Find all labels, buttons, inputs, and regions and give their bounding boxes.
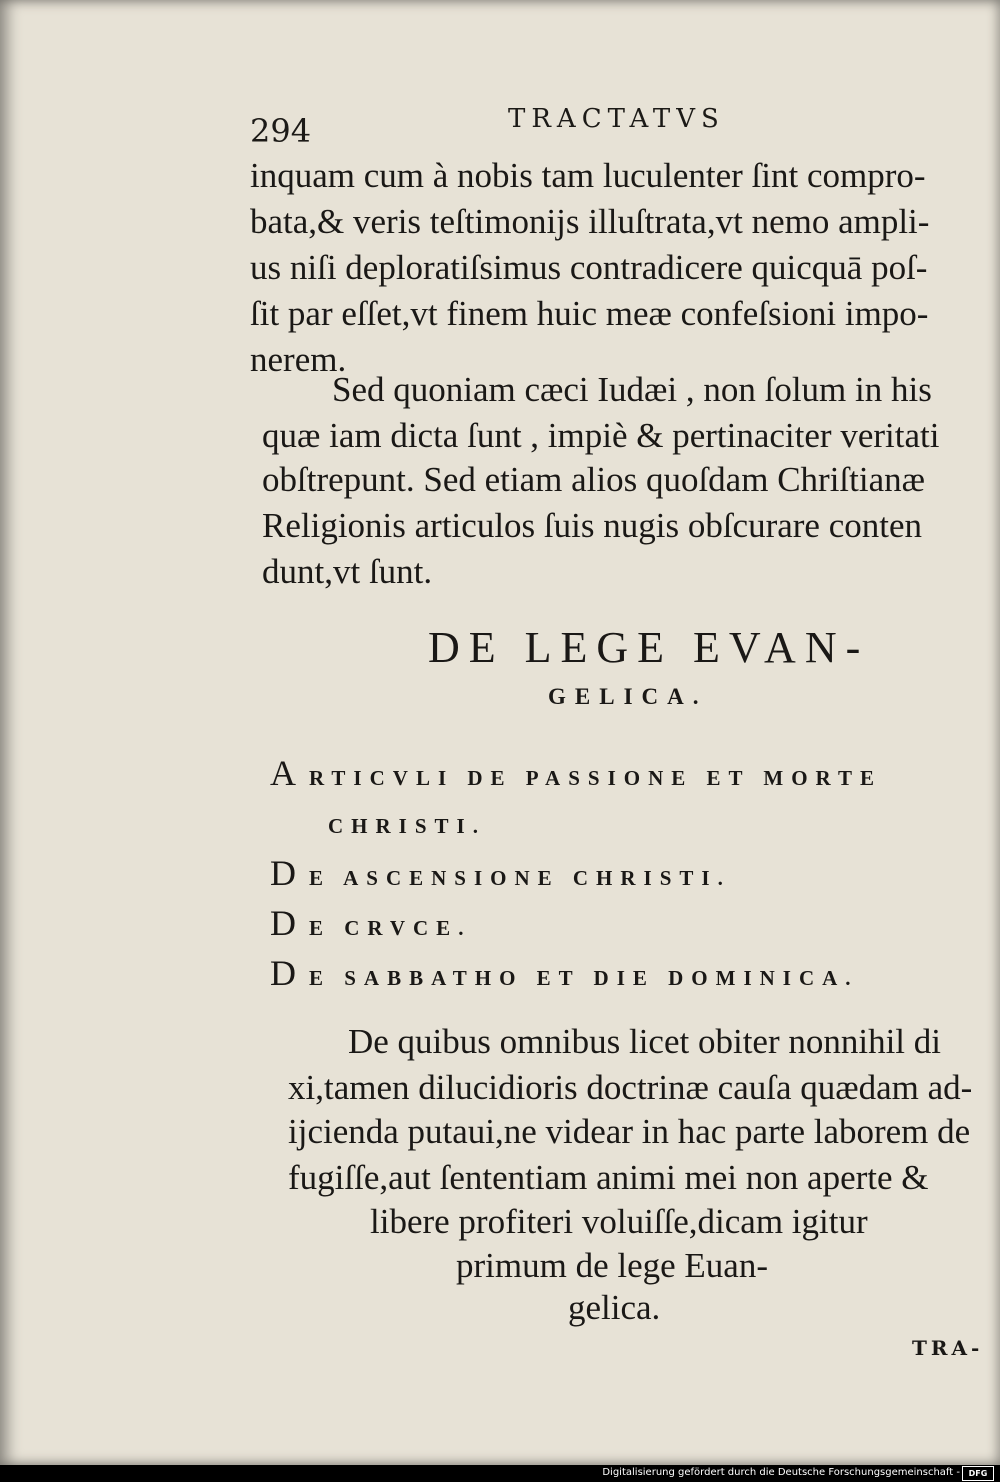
text-line: us niſi deploratiſsimus contradicere quicquā poſ- <box>250 248 928 287</box>
catchword: TRA- <box>912 1336 984 1360</box>
digitization-credit: Digitalisierung gefördert durch die Deutsche Forschungsgemeinschaft - <box>602 1467 960 1478</box>
text-line: Sed quoniam cæci Iudæi , non ſolum in his <box>332 370 932 409</box>
text-line: Religionis articulos ſuis nugis obſcurare conten <box>262 506 923 545</box>
text-line: nerem. <box>250 340 347 379</box>
section-heading: DE LEGE EVAN- <box>428 623 870 672</box>
dfg-logo: DFG <box>962 1466 994 1481</box>
article-line <box>270 752 882 794</box>
text-line: libere profiteri voluiſſe,dicam igitur <box>370 1202 868 1241</box>
initial-letter: A <box>270 753 299 793</box>
article-text: E ASCENSIONE CHRISTI. <box>309 866 731 890</box>
article-text: E SABBATHO ET DIE DOMINICA. <box>309 966 859 990</box>
article-line <box>328 814 486 839</box>
page-number: 294 <box>250 112 312 150</box>
text-line: xi,tamen dilucidioris doctrinæ cauſa quædam ad- <box>288 1068 973 1107</box>
article-line <box>270 952 859 994</box>
text-line: dunt,vt ſunt. <box>262 552 433 591</box>
running-head: TRACTATVS <box>508 104 725 134</box>
initial-letter: D <box>270 853 299 893</box>
article-text: CHRISTI. <box>328 814 486 838</box>
article-text: RTICVLI DE PASSIONE ET MORTE <box>309 766 882 790</box>
article-text: E CRVCE. <box>309 916 472 940</box>
text-line: gelica. <box>568 1288 661 1327</box>
text-line: fugiſſe,aut ſententiam animi mei non aperte & <box>288 1158 929 1197</box>
text-line: primum de lege Euan- <box>456 1246 768 1285</box>
initial-letter: D <box>270 903 299 943</box>
text-line: De quibus omnibus licet obiter nonnihil di <box>348 1022 942 1061</box>
text-line: ijcienda putaui,ne videar in hac parte laborem de <box>288 1112 971 1151</box>
text-line: ſit par eſſet,vt finem huic meæ confeſsioni impo- <box>250 294 929 333</box>
initial-letter: D <box>270 953 299 993</box>
text-line: quæ iam dicta ſunt , impiè & pertinaciter veritati <box>262 416 940 455</box>
text-line: bata,& veris teſtimonijs illuſtrata,vt nemo ampli- <box>250 202 930 241</box>
article-line <box>270 852 731 894</box>
text-line: obſtrepunt. Sed etiam alios quoſdam Chriſtianæ <box>262 460 925 499</box>
section-heading-continued: GELICA. <box>548 684 708 709</box>
article-line <box>270 902 471 944</box>
text-line: inquam cum à nobis tam luculenter ſint compro- <box>250 156 926 195</box>
